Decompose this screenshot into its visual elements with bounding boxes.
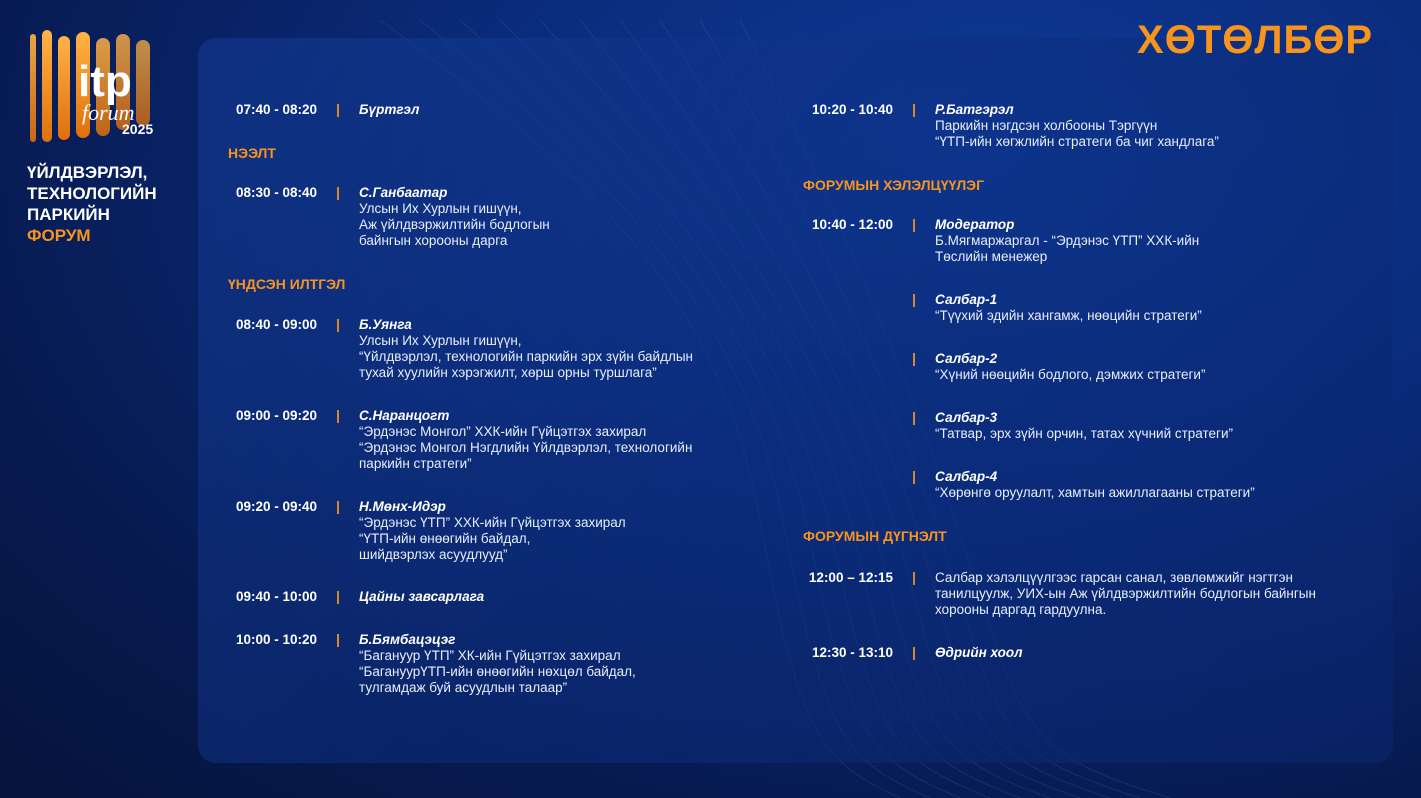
time-slot: 09:20 - 09:40 xyxy=(235,499,317,514)
detail-line: Төслийн менежер xyxy=(935,249,1048,264)
detail-line: паркийн стратеги” xyxy=(359,456,472,471)
detail-line: “Татвар, эрх зүйн орчин, татах хүчний стратеги” xyxy=(935,426,1234,441)
speaker: С.Наранцогт xyxy=(359,408,450,423)
detail-line: “Эрдэнэс Монгол Нэгдлийн Үйлдвэрлэл, технологийн xyxy=(359,440,693,455)
separator: | xyxy=(912,217,916,232)
separator: | xyxy=(336,185,340,200)
time-slot xyxy=(770,410,893,442)
time-slot xyxy=(770,292,893,324)
speaker: Цайны завсарлага xyxy=(359,589,485,604)
detail-line: Улсын Их Хурлын гишүүн, xyxy=(359,333,522,348)
schedule-row xyxy=(200,632,636,696)
time-slot xyxy=(770,469,893,501)
speaker: Модератор xyxy=(935,217,1015,232)
time-slot: 10:40 - 12:00 xyxy=(811,217,893,232)
schedule-row xyxy=(770,292,1202,324)
section-heading: ФОРУМЫН ХЭЛЭЛЦҮҮЛЭГ xyxy=(803,177,985,193)
separator: | xyxy=(912,292,916,307)
schedule-row xyxy=(770,217,1199,265)
speaker: Өдрийн хоол xyxy=(935,645,1023,660)
time-slot: 07:40 - 08:20 xyxy=(235,102,317,117)
schedule-row xyxy=(200,589,484,605)
schedule-row xyxy=(200,185,550,249)
time-slot: 12:00 – 12:15 xyxy=(808,570,893,585)
speaker: Салбар-1 xyxy=(935,292,998,307)
time-slot: 10:00 - 10:20 xyxy=(235,632,317,647)
time-slot: 09:00 - 09:20 xyxy=(235,408,317,423)
schedule-row xyxy=(770,351,1205,383)
schedule-row xyxy=(770,410,1233,442)
section-heading: ҮНДСЭН ИЛТГЭЛ xyxy=(228,276,346,292)
schedule-row xyxy=(200,317,693,381)
detail-line: “Эрдэнэс ҮТП” ХХК-ийн Гүйцэтгэх захирал xyxy=(359,515,626,530)
forum-heading-line-2: ТЕХНОЛОГИЙН xyxy=(27,184,157,203)
speaker: С.Ганбаатар xyxy=(359,185,448,200)
time-slot: 08:40 - 09:00 xyxy=(235,317,317,332)
forum-heading xyxy=(27,162,197,246)
schedule-row xyxy=(770,645,1023,661)
separator: | xyxy=(336,408,340,423)
speaker: Р.Батгэрэл xyxy=(935,102,1014,117)
schedule-row xyxy=(200,408,692,472)
separator: | xyxy=(912,351,916,366)
separator: | xyxy=(336,317,340,332)
time-slot: 12:30 - 13:10 xyxy=(811,645,893,660)
detail-line: тухай хуулийн хэрэгжилт, хөрш орны туршлага” xyxy=(359,365,657,380)
svg-text:itp: itp xyxy=(78,57,132,106)
detail-line: Салбар хэлэлцүүлгээс гарсан санал, зөвлөмжийг нэгтгэн xyxy=(935,570,1293,585)
speaker: Салбар-4 xyxy=(935,469,998,484)
detail-line: байнгын хорооны дарга xyxy=(359,233,508,248)
separator: | xyxy=(912,645,916,660)
speaker: Салбар-3 xyxy=(935,410,998,425)
speaker: Бүртгэл xyxy=(359,102,420,117)
forum-heading-line-3: ПАРКИЙН xyxy=(27,205,110,224)
section-heading: НЭЭЛТ xyxy=(228,145,276,161)
separator: | xyxy=(912,102,916,117)
detail-line: “ҮТП-ийн хөгжлийн стратеги ба чиг хандлага” xyxy=(935,134,1219,149)
detail-line: танилцуулж, УИХ-ын Аж үйлдвэржилтийн бодлогын байнгын xyxy=(935,586,1316,601)
detail-line: “Хүний нөөцийн бодлого, дэмжих стратеги” xyxy=(935,367,1206,382)
separator: | xyxy=(912,410,916,425)
detail-line: “ҮТП-ийн өнөөгийн байдал, xyxy=(359,531,531,546)
detail-line: “Багануур ҮТП” ХК-ийн Гүйцэтгэх захирал xyxy=(359,648,621,663)
itp-forum-logo xyxy=(26,28,176,148)
program-title: ХӨТӨЛБӨР xyxy=(1137,18,1373,62)
separator: | xyxy=(336,632,340,647)
separator: | xyxy=(336,589,340,604)
detail-line: Б.Мягмаржаргал - “Эрдэнэс ҮТП” ХХК-ийн xyxy=(935,233,1200,248)
schedule-row xyxy=(770,570,1316,618)
detail-line: шийдвэрлэх асуудлууд” xyxy=(359,547,508,562)
schedule-row xyxy=(770,102,1219,150)
detail-line: “Эрдэнэс Монгол” ХХК-ийн Гүйцэтгэх захирал xyxy=(359,424,647,439)
speaker: Б.Уянга xyxy=(359,317,412,332)
schedule-row xyxy=(200,499,626,563)
section-heading: ФОРУМЫН ДҮГНЭЛТ xyxy=(803,528,947,544)
detail-line: “Түүхий эдийн хангамж, нөөцийн стратеги” xyxy=(935,308,1202,323)
detail-line: хорооны даргад гардуулна. xyxy=(935,602,1107,617)
schedule-row xyxy=(200,102,419,118)
speaker: Б.Бямбацэцэг xyxy=(359,632,456,647)
detail-line: Улсын Их Хурлын гишүүн, xyxy=(359,201,522,216)
detail-line: “БагануурҮТП-ийн өнөөгийн нөхцөл байдал, xyxy=(359,664,636,679)
svg-text:2025: 2025 xyxy=(122,121,154,137)
detail-line: “Хөрөнгө оруулалт, хамтын ажиллагааны стратеги” xyxy=(935,485,1255,500)
time-slot xyxy=(770,351,893,383)
detail-line: тулгамдаж буй асуудлын талаар” xyxy=(359,680,568,695)
separator: | xyxy=(336,499,340,514)
separator: | xyxy=(336,102,340,117)
svg-text:forum: forum xyxy=(82,100,135,125)
detail-line: “Үйлдвэрлэл, технологийн паркийн эрх зүйн байдлын xyxy=(359,349,693,364)
separator: | xyxy=(912,469,916,484)
time-slot: 08:30 - 08:40 xyxy=(235,185,317,200)
separator: | xyxy=(912,570,916,585)
forum-heading-accent: ФОРУМ xyxy=(27,226,91,245)
detail-line: Паркийн нэгдсэн холбооны Тэргүүн xyxy=(935,118,1158,133)
detail-line: Аж үйлдвэржилтийн бодлогын xyxy=(359,217,550,232)
forum-heading-line-1: ҮЙЛДВЭРЛЭЛ, xyxy=(27,163,148,182)
schedule-row xyxy=(770,469,1255,501)
time-slot: 09:40 - 10:00 xyxy=(235,589,317,604)
speaker: Салбар-2 xyxy=(935,351,998,366)
speaker: Н.Мөнх-Идэр xyxy=(359,499,446,514)
time-slot: 10:20 - 10:40 xyxy=(811,102,893,117)
